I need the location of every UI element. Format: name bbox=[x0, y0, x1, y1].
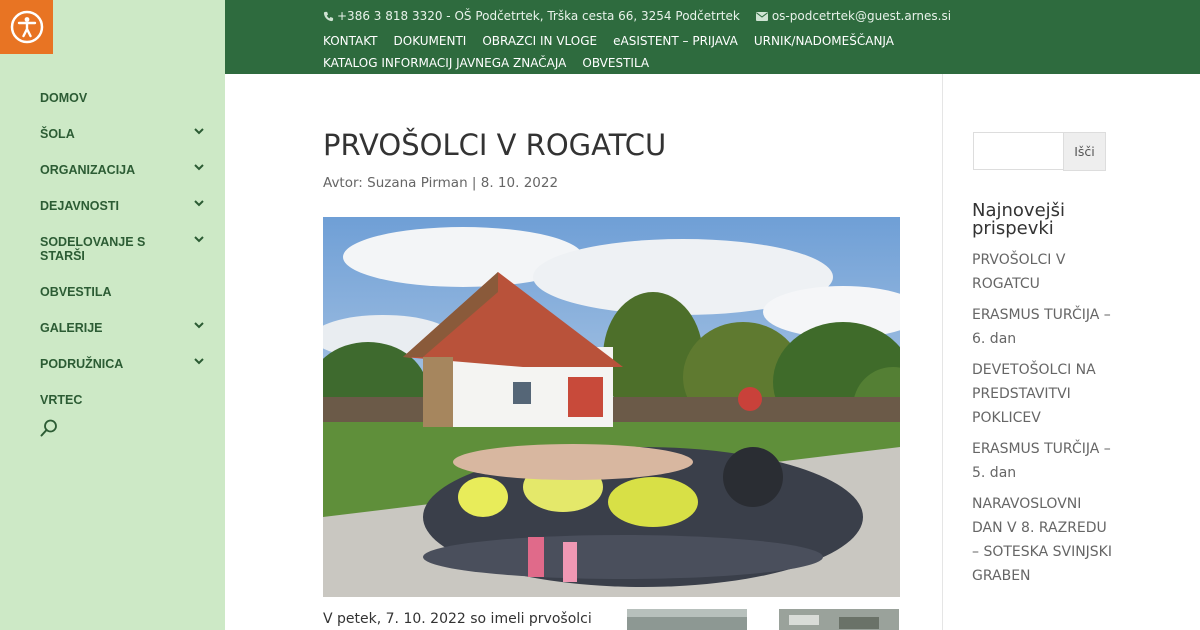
sidebar-item-sodelovanje-s-starsi[interactable] bbox=[40, 232, 160, 266]
topmenu-obrazci-in-vloge[interactable]: OBRAZCI IN VLOGE bbox=[482, 34, 598, 48]
sidebar-item-label: OBVESTILA bbox=[40, 285, 112, 299]
topmenu-urnik-nadomescanja[interactable]: URNIK/NADOMEŠČANJA bbox=[753, 34, 894, 48]
envelope-icon bbox=[756, 12, 768, 21]
contact-phone[interactable]: +386 3 818 3320 - OŠ Podčetrtek, Trška cesta 66, 3254 Podčetrtek bbox=[337, 9, 740, 23]
post-meta: Avtor: Suzana Pirman | 8. 10. 2022 bbox=[323, 175, 559, 191]
sidebar-item-label: DOMOV bbox=[40, 91, 88, 105]
search-input[interactable] bbox=[973, 132, 1063, 170]
contact-info bbox=[323, 9, 951, 23]
accessibility-icon bbox=[10, 10, 44, 44]
sidebar-item-podruznica[interactable] bbox=[40, 354, 208, 374]
sidebar-item-sola[interactable] bbox=[40, 124, 208, 144]
recent-post-link[interactable]: DEVETOŠOLCI NA PREDSTAVITVI POKLICEV bbox=[972, 362, 1096, 426]
recent-post-link[interactable]: ERASMUS TURČIJA – 6. dan bbox=[972, 307, 1111, 347]
recent-posts-list bbox=[972, 248, 1112, 595]
topmenu-obvestila[interactable]: OBVESTILA bbox=[582, 56, 650, 70]
accessibility-button[interactable] bbox=[0, 0, 53, 54]
post-body-text: V petek, 7. 10. 2022 so imeli prvošolci bbox=[323, 611, 592, 627]
recent-posts-title: Najnovejši prispevki bbox=[972, 200, 1066, 239]
gallery-thumbnail[interactable] bbox=[779, 609, 899, 630]
chevron-down-icon bbox=[194, 358, 204, 365]
sidebar-item-galerije[interactable] bbox=[40, 318, 208, 338]
chevron-down-icon bbox=[194, 200, 204, 207]
sidebar-item-obvestila[interactable] bbox=[40, 282, 208, 302]
search-icon bbox=[40, 419, 58, 437]
sidebar bbox=[0, 0, 225, 630]
topmenu-dokumenti[interactable]: DOKUMENTI bbox=[393, 34, 467, 48]
recent-post-link[interactable]: PRVOŠOLCI V ROGATCU bbox=[972, 252, 1066, 292]
chevron-down-icon bbox=[194, 128, 204, 135]
sidebar-item-dejavnosti[interactable] bbox=[40, 196, 208, 216]
sidebar-item-label: PODRUŽNICA bbox=[40, 357, 124, 371]
topmenu-easistent-prijava[interactable]: eASISTENT – PRIJAVA bbox=[613, 34, 738, 48]
recent-post-link[interactable]: ERASMUS TURČIJA – 5. dan bbox=[972, 441, 1111, 481]
topmenu-kontakt[interactable]: KONTAKT bbox=[323, 34, 378, 48]
sidebar-divider bbox=[942, 74, 943, 630]
phone-icon bbox=[323, 11, 334, 22]
sidebar-item-label: GALERIJE bbox=[40, 321, 103, 335]
sidebar-item-label: VRTEC bbox=[40, 393, 83, 407]
top-menu bbox=[323, 30, 1043, 74]
top-header bbox=[225, 0, 1200, 74]
sidebar-item-domov[interactable] bbox=[40, 88, 208, 108]
gallery-thumbnail[interactable] bbox=[627, 609, 747, 630]
chevron-down-icon bbox=[194, 164, 204, 171]
sidebar-search-button[interactable] bbox=[40, 419, 58, 441]
sidebar-item-label: ŠOLA bbox=[40, 127, 75, 141]
post-title: PRVOŠOLCI V ROGATCU bbox=[323, 128, 667, 162]
featured-photo bbox=[323, 217, 900, 597]
sidebar-item-vrtec[interactable] bbox=[40, 390, 208, 410]
sidebar-item-label: DEJAVNOSTI bbox=[40, 199, 119, 213]
sidebar-nav bbox=[40, 88, 208, 426]
recent-post-link[interactable]: NARAVOSLOVNI DAN V 8. RAZREDU – SOTESKA SVINJSKI GRABEN bbox=[972, 496, 1112, 584]
sidebar-item-organizacija[interactable] bbox=[40, 160, 208, 180]
contact-email[interactable]: os-podcetrtek@guest.arnes.si bbox=[771, 9, 952, 23]
topmenu-katalog-informacij[interactable]: KATALOG INFORMACIJ JAVNEGA ZNAČAJA bbox=[323, 56, 567, 70]
sidebar-item-label: SODELOVANJE S STARŠI bbox=[40, 235, 146, 263]
sidebar-item-label: ORGANIZACIJA bbox=[40, 163, 136, 177]
featured-image[interactable] bbox=[323, 217, 900, 597]
search-button[interactable]: Išči bbox=[1063, 132, 1106, 171]
chevron-down-icon bbox=[194, 236, 204, 243]
chevron-down-icon bbox=[194, 322, 204, 329]
